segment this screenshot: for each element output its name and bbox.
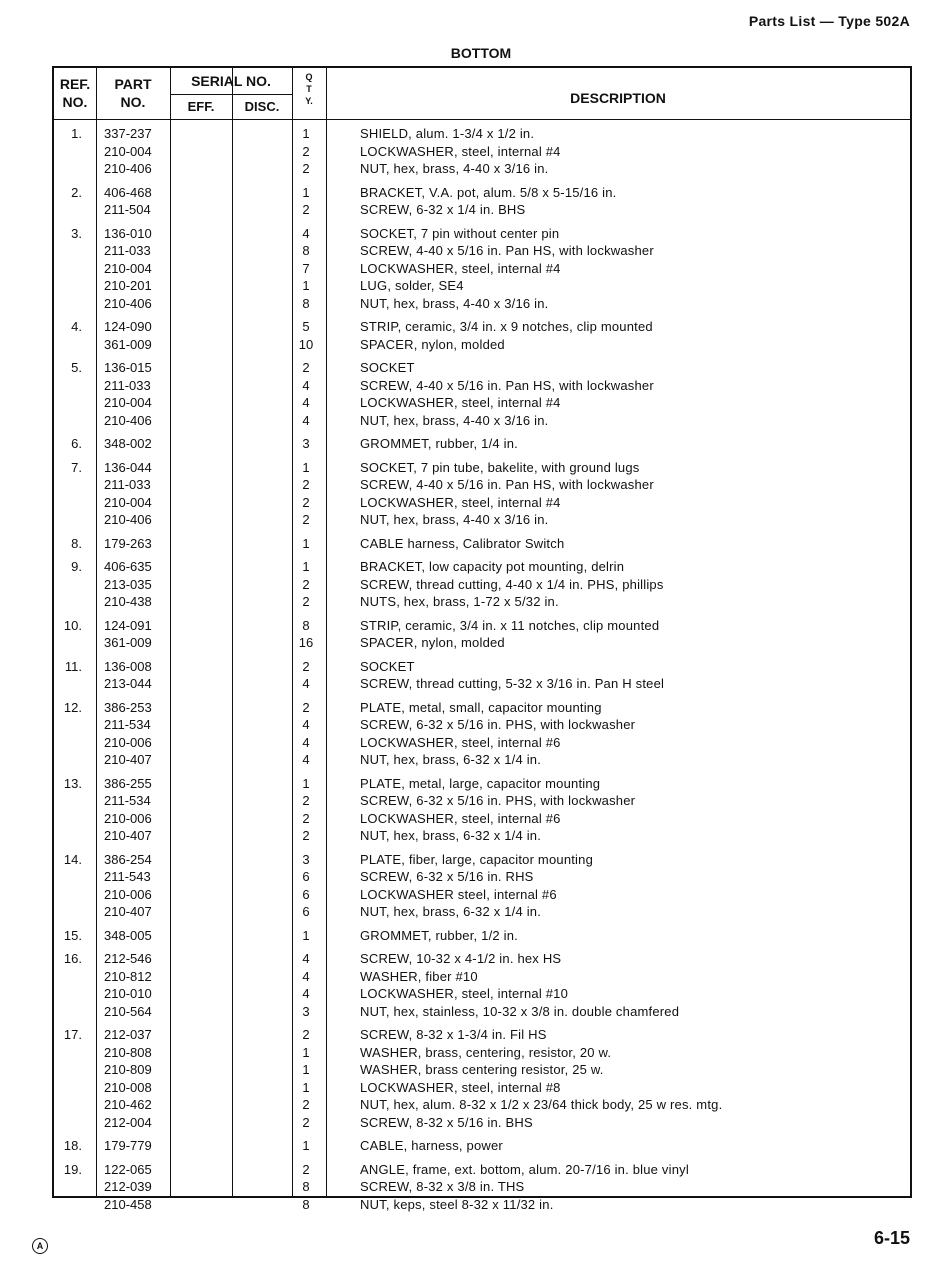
quantity: 2 xyxy=(302,360,310,375)
description: SCREW, 10-32 x 4-1/2 in. hex HS xyxy=(360,951,562,966)
description: WASHER, brass centering resistor, 25 w. xyxy=(360,1062,604,1077)
quantity: 2 xyxy=(302,658,310,674)
quantity: 2 xyxy=(302,202,310,217)
part-number: 210-008 xyxy=(104,1079,152,1095)
ref-number: 5. xyxy=(71,360,82,375)
parts-group xyxy=(54,699,910,769)
quantity: 2 xyxy=(302,810,310,826)
table-row xyxy=(54,476,910,494)
ref-number: 13. xyxy=(63,775,82,791)
description: BRACKET, V.A. pot, alum. 5/8 x 5-15/16 in. xyxy=(360,184,617,200)
description: LOCKWASHER, steel, internal #6 xyxy=(360,734,561,750)
description: LOCKWASHER, steel, internal #8 xyxy=(360,1079,561,1095)
part-number: 361-009 xyxy=(104,336,152,352)
description: GROMMET, rubber, 1/2 in. xyxy=(360,927,518,943)
quantity: 1 xyxy=(302,278,310,293)
part-number: 213-044 xyxy=(104,676,152,691)
part-number: 210-004 xyxy=(104,395,152,410)
quantity: 2 xyxy=(302,828,310,843)
part-number: 179-263 xyxy=(104,535,152,551)
description: NUT, hex, brass, 6-32 x 1/4 in. xyxy=(360,904,542,919)
quantity: 6 xyxy=(302,904,310,919)
description: NUT, hex, stainless, 10-32 x 3/8 in. double chamfered xyxy=(360,1003,680,1019)
table-row xyxy=(54,827,910,845)
table-row xyxy=(54,968,910,986)
part-number: 210-407 xyxy=(104,904,152,919)
description: ANGLE, frame, ext. bottom, alum. 20-7/16 in. blue vinyl xyxy=(360,1161,689,1177)
table-row xyxy=(54,1114,910,1132)
disc-header: DISC. xyxy=(244,99,280,114)
parts-group xyxy=(54,1026,910,1131)
parts-group xyxy=(54,558,910,611)
table-row xyxy=(54,459,910,477)
table-row xyxy=(54,277,910,295)
table-row xyxy=(54,225,910,243)
part-number: 348-002 xyxy=(104,436,152,451)
quantity: 2 xyxy=(302,1114,310,1130)
description: SCREW, thread cutting, 5-32 x 3/16 in. Pan H steel xyxy=(360,676,665,691)
quantity: 4 xyxy=(302,676,310,691)
ref-number: 19. xyxy=(63,1161,82,1177)
parts-group xyxy=(54,851,910,921)
quantity: 4 xyxy=(302,395,310,410)
quantity: 1 xyxy=(302,459,310,475)
quantity: 16 xyxy=(298,635,314,650)
quantity: 2 xyxy=(302,793,310,808)
quantity: 2 xyxy=(302,1161,310,1177)
quantity: 8 xyxy=(302,1196,310,1212)
description: PLATE, fiber, large, capacitor mounting xyxy=(360,851,594,867)
table-row xyxy=(54,634,910,652)
quantity: 2 xyxy=(302,1027,310,1042)
description: LOCKWASHER, steel, internal #4 xyxy=(360,395,561,410)
table-row xyxy=(54,184,910,202)
table-row xyxy=(54,1196,910,1214)
ref-number: 15. xyxy=(63,927,82,943)
table-row xyxy=(54,810,910,828)
description: LOCKWASHER, steel, internal #10 xyxy=(360,986,569,1001)
table-row xyxy=(54,494,910,512)
part-number: 212-039 xyxy=(104,1179,152,1194)
ref-number: 7. xyxy=(71,459,82,475)
quantity: 4 xyxy=(302,377,310,393)
part-number: 210-564 xyxy=(104,1003,152,1019)
table-row xyxy=(54,260,910,278)
quantity: 8 xyxy=(302,243,310,258)
part-number: 406-635 xyxy=(104,559,152,574)
ref-number: 8. xyxy=(71,535,82,551)
parts-group xyxy=(54,459,910,529)
part-number: 213-035 xyxy=(104,576,152,592)
quantity: 2 xyxy=(302,576,310,592)
description: SCREW, 6-32 x 5/16 in. PHS, with lockwasher xyxy=(360,717,636,732)
quantity: 2 xyxy=(302,143,310,159)
description: SCREW, 6-32 x 1/4 in. BHS xyxy=(360,202,526,217)
table-row xyxy=(54,143,910,161)
table-row xyxy=(54,318,910,336)
description: NUTS, hex, brass, 1-72 x 5/32 in. xyxy=(360,594,559,609)
quantity: 10 xyxy=(298,336,314,352)
description: SCREW, 6-32 x 5/16 in. RHS xyxy=(360,869,534,884)
ref-number: 3. xyxy=(71,225,82,241)
description: GROMMET, rubber, 1/4 in. xyxy=(360,436,518,451)
page-number: 6-15 xyxy=(873,1228,910,1248)
description: SCREW, 8-32 x 3/8 in. THS xyxy=(360,1179,525,1194)
parts-group xyxy=(54,435,910,453)
ref-number: 6. xyxy=(71,436,82,451)
table-row xyxy=(54,751,910,769)
table-row xyxy=(54,394,910,412)
part-number: 136-008 xyxy=(104,658,152,674)
quantity: 1 xyxy=(302,1079,310,1095)
part-number: 211-033 xyxy=(104,377,151,393)
part-number: 212-037 xyxy=(104,1027,152,1042)
quantity: 2 xyxy=(302,161,310,176)
description: SOCKET xyxy=(360,360,415,375)
table-row xyxy=(54,593,910,611)
part-number: 211-543 xyxy=(104,869,151,884)
part-number: 348-005 xyxy=(104,927,152,943)
quantity: 8 xyxy=(302,617,310,633)
ref-number: 9. xyxy=(71,559,82,574)
quantity: 3 xyxy=(302,1003,310,1019)
description: BRACKET, low capacity pot mounting, delrin xyxy=(360,559,625,574)
quantity: 4 xyxy=(302,951,310,966)
quantity: 2 xyxy=(302,512,310,527)
part-number: 210-462 xyxy=(104,1097,152,1112)
parts-group xyxy=(54,359,910,429)
description: LOCKWASHER, steel, internal #4 xyxy=(360,260,561,276)
description: SCREW, thread cutting, 4-40 x 1/4 in. PHS, phillips xyxy=(360,576,664,592)
description: NUT, hex, brass, 4-40 x 3/16 in. xyxy=(360,161,549,176)
quantity: 1 xyxy=(302,1138,310,1153)
part-number: 179-779 xyxy=(104,1138,152,1153)
ref-number: 1. xyxy=(71,126,82,141)
ref-number: 16. xyxy=(63,951,82,966)
quantity: 7 xyxy=(302,260,310,276)
description: NUT, hex, brass, 4-40 x 3/16 in. xyxy=(360,412,549,428)
eff-header: EFF. xyxy=(187,99,215,114)
serial-no-header: SERIAL NO. xyxy=(191,73,271,89)
part-number: 337-237 xyxy=(104,126,152,141)
table-row xyxy=(54,868,910,886)
description: LOCKWASHER, steel, internal #4 xyxy=(360,494,561,510)
description: SCREW, 8-32 x 5/16 in. BHS xyxy=(360,1114,533,1130)
table-row xyxy=(54,617,910,635)
quantity: 8 xyxy=(302,1179,310,1194)
description: CABLE, harness, power xyxy=(360,1138,503,1153)
description: STRIP, ceramic, 3/4 in. x 11 notches, clip mounted xyxy=(360,617,660,633)
part-number: 210-004 xyxy=(104,494,152,510)
quantity: 6 xyxy=(302,886,310,902)
description-header: DESCRIPTION xyxy=(570,90,666,106)
table-row xyxy=(54,1061,910,1079)
quantity: 4 xyxy=(302,752,310,767)
table-row xyxy=(54,1137,910,1155)
quantity: 1 xyxy=(302,184,310,200)
part-number: 136-015 xyxy=(104,360,152,375)
quantity: 3 xyxy=(302,436,310,451)
part-number: 210-006 xyxy=(104,810,152,826)
parts-group xyxy=(54,184,910,219)
table-row xyxy=(54,1079,910,1097)
table-row xyxy=(54,377,910,395)
description: NUT, hex, brass, 4-40 x 3/16 in. xyxy=(360,512,549,527)
part-number: 211-534 xyxy=(104,793,151,808)
quantity: 4 xyxy=(302,734,310,750)
description: SCREW, 4-40 x 5/16 in. Pan HS, with lockwasher xyxy=(360,243,654,258)
part-number: 210-406 xyxy=(104,512,152,527)
quantity: 3 xyxy=(302,851,310,867)
description: NUT, hex, brass, 6-32 x 1/4 in. xyxy=(360,752,542,767)
table-row xyxy=(54,160,910,178)
quantity: 1 xyxy=(302,775,310,791)
table-row xyxy=(54,1044,910,1062)
part-number: 136-010 xyxy=(104,225,152,241)
table-row xyxy=(54,242,910,260)
description: LOCKWASHER, steel, internal #6 xyxy=(360,810,561,826)
ref-number: 12. xyxy=(63,699,82,715)
quantity: 2 xyxy=(302,1097,310,1112)
part-number: 211-504 xyxy=(104,202,151,217)
table-row xyxy=(54,1178,910,1196)
description: SCREW, 6-32 x 5/16 in. PHS, with lockwasher xyxy=(360,793,636,808)
table-row xyxy=(54,716,910,734)
description: SOCKET, 7 pin without center pin xyxy=(360,225,560,241)
part-number: 361-009 xyxy=(104,635,152,650)
quantity: 1 xyxy=(302,927,310,943)
table-row xyxy=(54,792,910,810)
header-divider xyxy=(54,119,910,120)
quantity: 4 xyxy=(302,225,310,241)
quantity: 1 xyxy=(302,559,310,574)
ref-number: 17. xyxy=(63,1027,82,1042)
ref-no-header: REF. NO. xyxy=(59,76,91,110)
table-row xyxy=(54,1003,910,1021)
table-row xyxy=(54,359,910,377)
table-row xyxy=(54,201,910,219)
table-row xyxy=(54,927,910,945)
ref-number: 10. xyxy=(63,617,82,633)
part-number: 210-809 xyxy=(104,1062,152,1077)
part-number: 210-406 xyxy=(104,161,152,176)
table-row xyxy=(54,576,910,594)
table-row xyxy=(54,734,910,752)
table-row xyxy=(54,886,910,904)
parts-group xyxy=(54,658,910,693)
part-number: 210-458 xyxy=(104,1196,152,1212)
part-number: 211-534 xyxy=(104,717,151,732)
description: LOCKWASHER, steel, internal #4 xyxy=(360,143,561,159)
quantity: 8 xyxy=(302,295,310,311)
parts-group xyxy=(54,950,910,1020)
quantity: 1 xyxy=(302,1044,310,1060)
table-row xyxy=(54,511,910,529)
part-number: 210-406 xyxy=(104,295,152,311)
description: SCREW, 4-40 x 5/16 in. Pan HS, with lockwasher xyxy=(360,377,654,393)
description: LOCKWASHER steel, internal #6 xyxy=(360,886,557,902)
quantity: 1 xyxy=(302,1062,310,1077)
ref-number: 2. xyxy=(71,184,82,200)
table-row xyxy=(54,985,910,1003)
description: SCREW, 4-40 x 5/16 in. Pan HS, with lockwasher xyxy=(360,477,654,492)
part-number: 210-407 xyxy=(104,752,152,767)
page-header-title: Parts List — Type 502A xyxy=(748,13,910,29)
table-row xyxy=(54,903,910,921)
parts-table xyxy=(52,66,912,1212)
ref-number: 18. xyxy=(63,1138,82,1153)
table-row xyxy=(54,851,910,869)
table-row xyxy=(54,336,910,354)
description: SPACER, nylon, molded xyxy=(360,336,505,352)
table-row xyxy=(54,699,910,717)
part-number: 212-004 xyxy=(104,1114,152,1130)
parts-group xyxy=(54,225,910,313)
description: CABLE harness, Calibrator Switch xyxy=(360,535,565,551)
description: PLATE, metal, large, capacitor mounting xyxy=(360,775,601,791)
parts-group xyxy=(54,535,910,553)
description: STRIP, ceramic, 3/4 in. x 9 notches, clip mounted xyxy=(360,319,653,334)
ref-number: 4. xyxy=(71,319,82,334)
part-number: 211-033 xyxy=(104,477,151,492)
parts-group xyxy=(54,1137,910,1155)
serial-subheader-divider xyxy=(170,94,292,95)
part-number: 210-407 xyxy=(104,828,152,843)
description: NUT, hex, alum. 8-32 x 1/2 x 23/64 thick body, 25 w res. mtg. xyxy=(360,1097,723,1112)
part-number: 136-044 xyxy=(104,459,152,475)
parts-group xyxy=(54,927,910,945)
parts-group xyxy=(54,1161,910,1214)
quantity: 5 xyxy=(302,319,310,334)
quantity: 2 xyxy=(302,594,310,609)
part-number: 210-004 xyxy=(104,143,152,159)
table-row xyxy=(54,125,910,143)
part-number: 210-006 xyxy=(104,886,152,902)
quantity: 2 xyxy=(302,477,310,492)
ref-number: 11. xyxy=(64,658,82,674)
parts-group xyxy=(54,318,910,353)
part-number: 124-091 xyxy=(104,617,152,633)
table-row xyxy=(54,295,910,313)
quantity: 4 xyxy=(302,412,310,428)
parts-group xyxy=(54,775,910,845)
quantity: 2 xyxy=(302,494,310,510)
table-row xyxy=(54,1096,910,1114)
table-row xyxy=(54,950,910,968)
quantity: 2 xyxy=(302,699,310,715)
ref-number: 14. xyxy=(63,851,82,867)
table-row xyxy=(54,1026,910,1044)
part-number: 210-406 xyxy=(104,412,152,428)
table-row xyxy=(54,675,910,693)
table-row xyxy=(54,775,910,793)
section-title: BOTTOM xyxy=(450,45,512,61)
quantity: 1 xyxy=(302,535,310,551)
part-number: 210-438 xyxy=(104,594,152,609)
part-number: 210-201 xyxy=(104,278,152,293)
quantity: 4 xyxy=(302,968,310,984)
description: SHIELD, alum. 1-3/4 x 1/2 in. xyxy=(360,126,535,141)
parts-group xyxy=(54,617,910,652)
part-number: 212-546 xyxy=(104,951,152,966)
part-number: 210-006 xyxy=(104,734,152,750)
description: SOCKET, 7 pin tube, bakelite, with ground lugs xyxy=(360,459,640,475)
part-number: 122-065 xyxy=(104,1161,152,1177)
table-row xyxy=(54,412,910,430)
part-number: 210-812 xyxy=(104,968,152,984)
part-number: 386-253 xyxy=(104,699,152,715)
description: WASHER, fiber #10 xyxy=(360,968,478,984)
part-number: 406-468 xyxy=(104,184,152,200)
qty-header: Q T Y. xyxy=(305,72,313,106)
part-number: 210-808 xyxy=(104,1044,152,1060)
parts-group xyxy=(54,125,910,178)
part-no-header: PART NO. xyxy=(114,76,152,110)
part-number: 124-090 xyxy=(104,319,152,334)
table-row xyxy=(54,1161,910,1179)
part-number: 210-004 xyxy=(104,260,152,276)
description: NUT, hex, brass, 6-32 x 1/4 in. xyxy=(360,828,542,843)
part-number: 210-010 xyxy=(104,986,152,1001)
table-row xyxy=(54,558,910,576)
table-row xyxy=(54,435,910,453)
description: SCREW, 8-32 x 1-3/4 in. Fil HS xyxy=(360,1027,547,1042)
table-row xyxy=(54,658,910,676)
quantity: 4 xyxy=(302,986,310,1001)
description: NUT, keps, steel 8-32 x 11/32 in. xyxy=(360,1196,554,1212)
description: LUG, solder, SE4 xyxy=(360,278,464,293)
description: SPACER, nylon, molded xyxy=(360,635,505,650)
part-number: 211-033 xyxy=(104,243,151,258)
quantity: 4 xyxy=(302,717,310,732)
quantity: 1 xyxy=(302,126,310,141)
quantity: 6 xyxy=(302,869,310,884)
part-number: 386-254 xyxy=(104,851,152,867)
description: NUT, hex, brass, 4-40 x 3/16 in. xyxy=(360,295,549,311)
part-number: 386-255 xyxy=(104,775,152,791)
description: SOCKET xyxy=(360,658,415,674)
publisher-logo-icon: A xyxy=(32,1238,48,1254)
table-row xyxy=(54,535,910,553)
description: PLATE, metal, small, capacitor mounting xyxy=(360,699,602,715)
description: WASHER, brass, centering, resistor, 20 w. xyxy=(360,1044,612,1060)
parts-rows xyxy=(54,125,910,1219)
